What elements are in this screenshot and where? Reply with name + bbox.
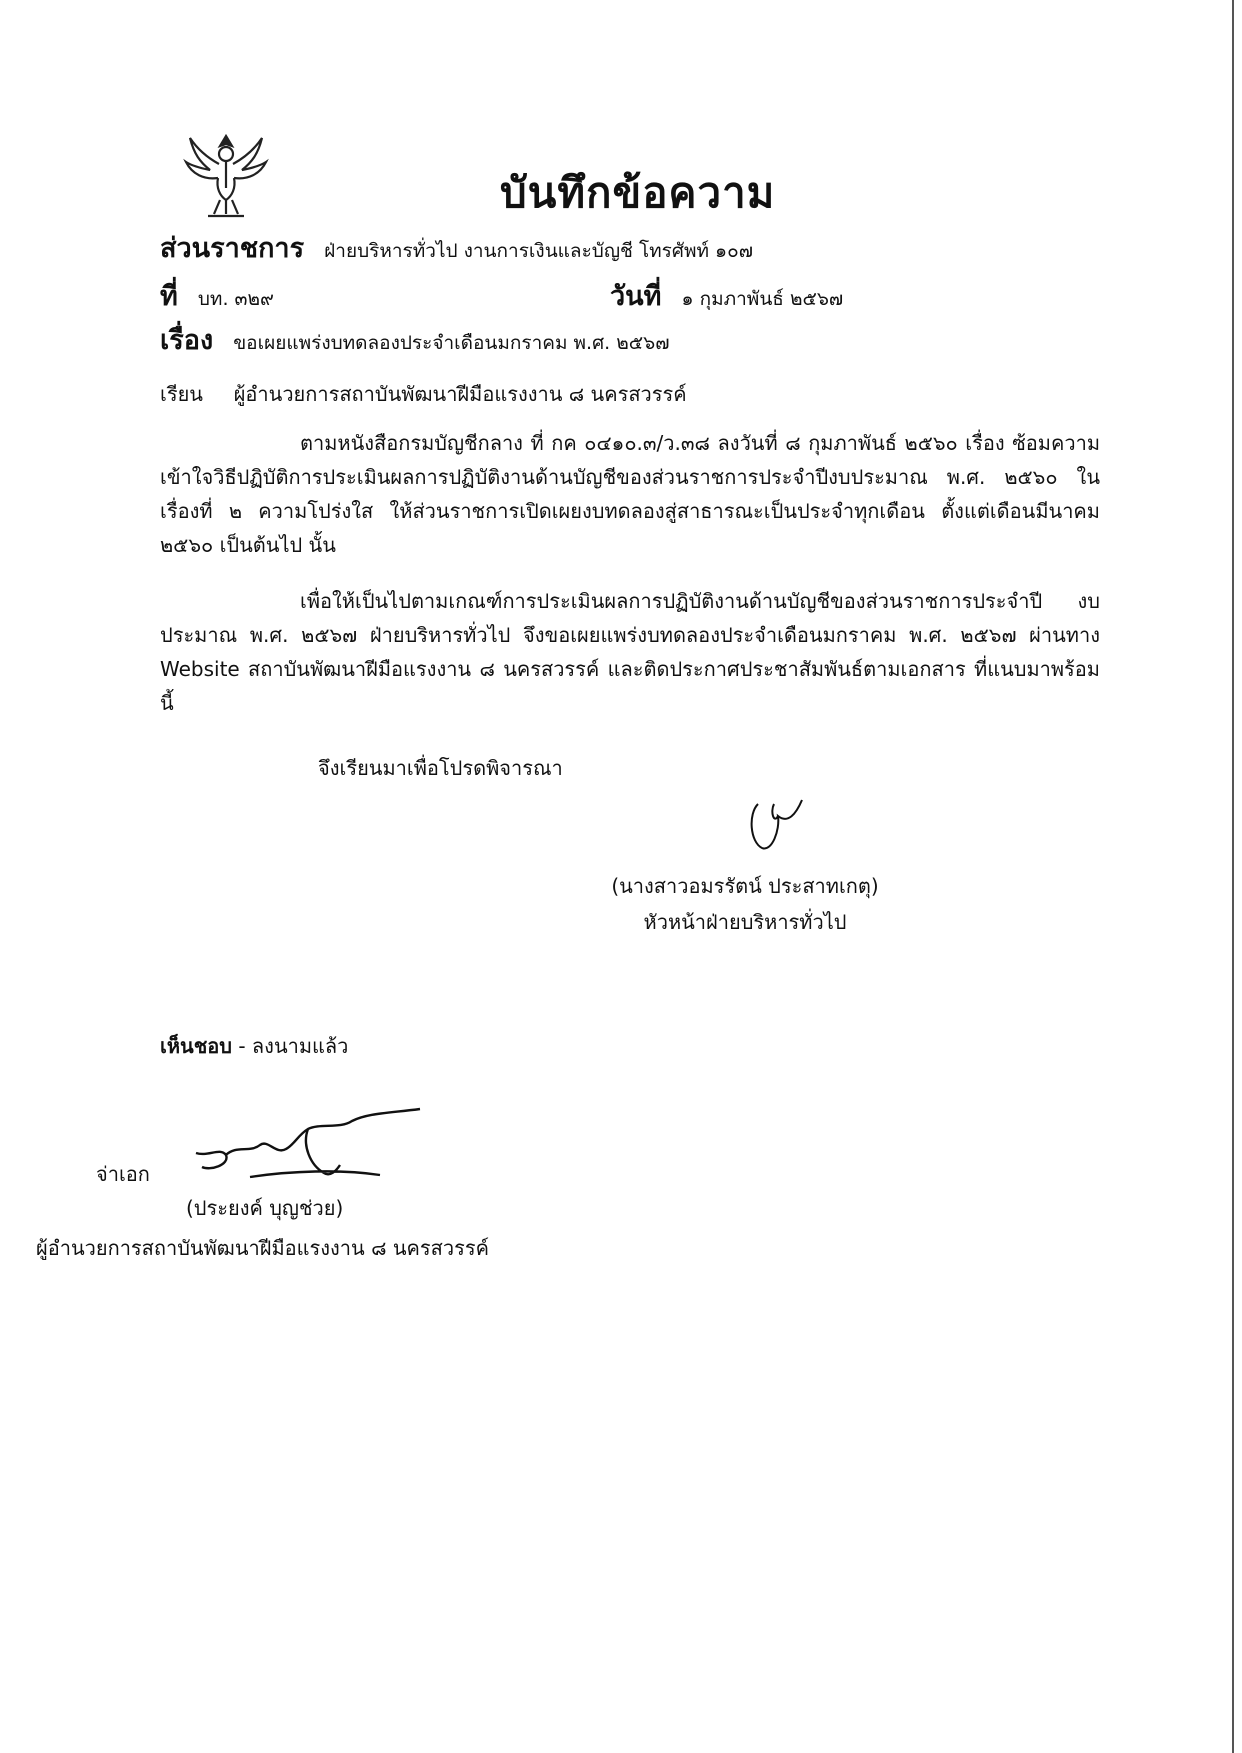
paragraph-2 [160,584,1100,720]
signer-2-position: ผู้อำนวยการสถาบันพัฒนาฝีมือแรงงาน ๘ นครสวรรค์ [36,1236,489,1260]
closing-line: จึงเรียนมาเพื่อโปรดพิจารณา [318,756,563,780]
paragraph-1-text: ตามหนังสือกรมบัญชีกลาง ที่ กค ๐๔๑๐.๓/ว.๓๘ ลงวันที่ ๘ กุมภาพันธ์ ๒๕๖๐ เรื่อง ซ้อมความเข้าใจวิธีปฏิบัติการประเมินผลการปฏิบัติงานด้านบัญชีของส่วนราชการประจำปีงบประมาณ พ.ศ. ๒๕๖๐ ในเรื่องที่ ๒ ความโปร่งใส ให้ส่วนราชการเปิดเผยงบทดลองสู่สาธารณะเป็นประจำทุกเดือน ตั้งแต่เดือนมีนาคม ๒๕๖๐ เป็นต้นไป นั้น [160,431,1100,557]
to-value: ผู้อำนวยการสถาบันพัฒนาฝีมือแรงงาน ๘ นครสวรรค์ [233,382,687,406]
agency-label: ส่วนราชการ [160,233,305,264]
signature-2 [190,1095,430,1205]
approval-label: เห็นชอบ [160,1034,232,1058]
scan-edge-line [1232,0,1234,1753]
subject-label: เรื่อง [160,325,214,356]
approval-line [160,1030,348,1062]
signer-2-name: (ประยงค์ บุญช่วย) [186,1196,344,1220]
to-line [160,378,687,410]
paragraph-1 [160,426,1100,562]
date-line [610,274,843,317]
subject-line [160,318,670,361]
signer-1-name: (นางสาวอมรรัตน์ ประสาทเกตุ) [611,874,879,898]
to-label: เรียน [160,382,203,406]
agency-value: ฝ่ายบริหารทั่วไป งานการเงินและบัญชี โทรศัพท์ ๑๐๗ [324,240,753,262]
ref-value: บท. ๓๒๙ [197,288,274,310]
subject-value: ขอเผยแพร่งบทดลองประจำเดือนมกราคม พ.ศ. ๒๕๖๗ [233,332,670,354]
signer-1-position: หัวหน้าฝ่ายบริหารทั่วไป [643,910,847,934]
copy-note: จ่าเอก [96,1162,150,1186]
agency-line [160,226,753,269]
approval-text: - ลงนามแล้ว [238,1034,349,1058]
garuda-emblem-icon [180,128,272,220]
date-value: ๑ กุมภาพันธ์ ๒๕๖๗ [681,288,844,310]
signature-1 [740,790,820,860]
document-title: บันทึกข้อความ [500,168,776,217]
date-label: วันที่ [610,281,662,312]
paragraph-2-text: เพื่อให้เป็นไปตามเกณฑ์การประเมินผลการปฏิบัติงานด้านบัญชีของส่วนราชการประจำปี งบประมาณ พ.ศ. ๒๕๖๗ ฝ่ายบริหารทั่วไป จึงขอเผยแพร่งบทดลองประจำเดือนมกราคม พ.ศ. ๒๕๖๗ ผ่านทาง Website สถาบันพัฒนาฝีมือแรงงาน ๘ นครสวรรค์ และติดประกาศประชาสัมพันธ์ตามเอกสาร ที่แนบมาพร้อมนี้ [160,589,1100,715]
ref-line [160,274,274,317]
ref-label: ที่ [160,281,178,312]
